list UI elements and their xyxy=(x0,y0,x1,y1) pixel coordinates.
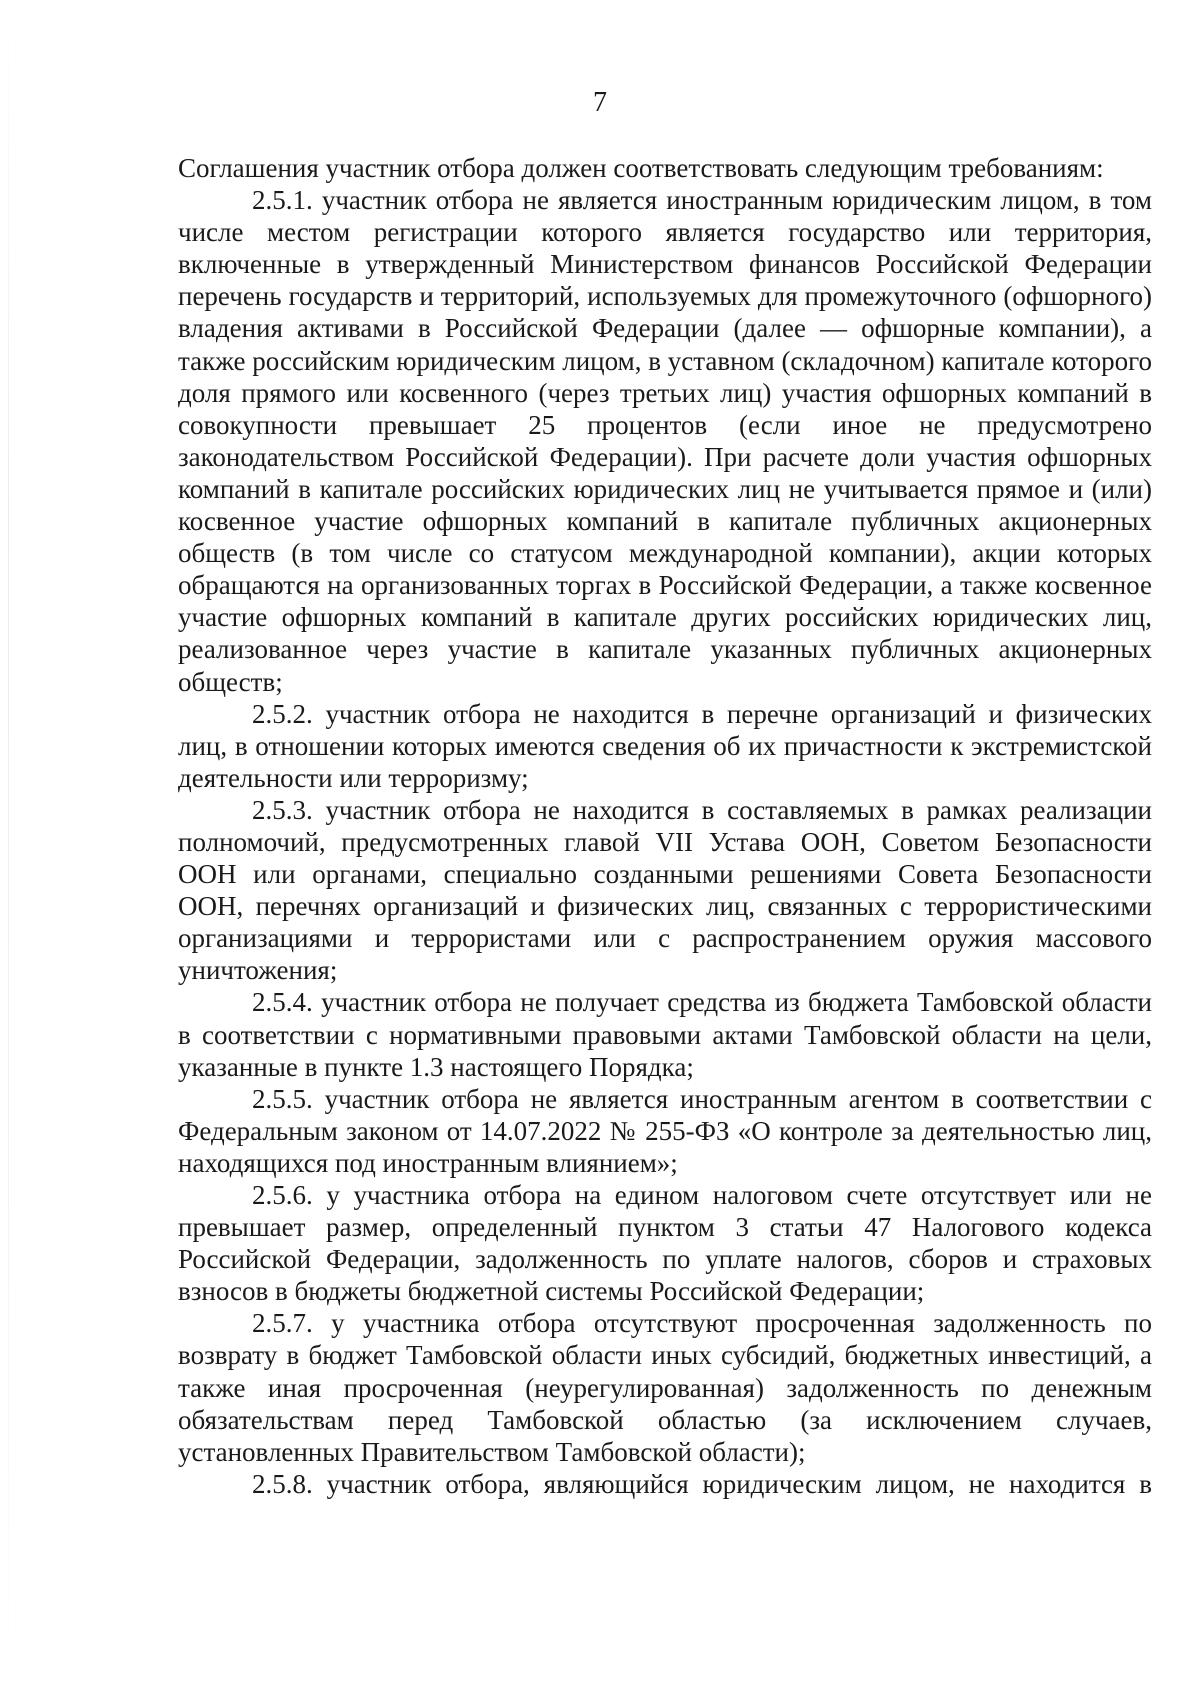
paragraph-2-5-5: 2.5.5. участник отбора не является иностранным агентом в соответствии с Федеральным законом от 14.07.2022 № 255-ФЗ «О контроле за деятельностью лиц, находящихся под иностранным влиянием»; xyxy=(178,1083,1152,1178)
paragraph-intro: Соглашения участник отбора должен соответствовать следующим требованиям: xyxy=(178,153,1104,183)
paragraph-2-5-8: 2.5.8. участник отбора, являющийся юридическим лицом, не находится в xyxy=(252,1468,1152,1499)
page-number: 7 xyxy=(593,87,607,118)
paragraph-2-5-2: 2.5.2. участник отбора не находится в перечне организаций и физических лиц, в отношении которых имеются сведения об их причастности к экстремистской деятельности или терроризму; xyxy=(178,698,1152,793)
paragraph-2-5-6: 2.5.6. у участника отбора на едином налоговом счете отсутствует или не превышает размер, определенный пунктом 3 статьи 47 Налогового кодекса Российской Федерации, задолженность по уплате налогов, сборов и страховых взносов в бюджеты бюджетной системы Российской Федерации; xyxy=(178,1180,1152,1307)
paragraph-2-5-4: 2.5.4. участник отбора не получает средства из бюджета Тамбовской области в соответствии с нормативными правовыми актами Тамбовской области на цели, указанные в пункте 1.3 настоящего Порядка; xyxy=(178,987,1152,1082)
document-body xyxy=(178,152,1152,1500)
paragraph-2-5-7: 2.5.7. у участника отбора отсутствуют просроченная задолженность по возврату в бюджет Тамбовской области иных субсидий, бюджетных инвестиций, а также иная просроченная (неурегулированная) задолженность по денежным обязательствам перед Тамбовской областью (за исключением случаев, установленных Правительством Тамбовской области); xyxy=(178,1308,1152,1467)
paragraph-2-5-1: 2.5.1. участник отбора не является иностранным юридическим лицом, в том числе местом регистрации которого является государство или территория, включенные в утвержденный Министерством финансов Российской Федерации перечень государств и территорий, используемых для промежуточного (офшорного) владения активами в Российской Федерации (далее — офшорные компании), а также российским юридическим лицом, в уставном (складочном) капитале которого доля прямого или косвенного (через третьих лиц) участия офшорных компаний в совокупности превышает 25 процентов (если иное не предусмотрено законодательством Российской Федерации). При расчете доли участия офшорных компаний в капитале российских юридических лиц не учитывается прямое и (или) косвенное участие офшорных компаний в капитале публичных акционерных обществ (в том числе со статусом международной компании), акции которых обращаются на организованных торгах в Российской Федерации, а также косвенное участие офшорных компаний в капитале других российских юридических лиц, реализованное через участие в капитале указанных публичных акционерных обществ; xyxy=(178,185,1152,697)
scan-edge-shadow xyxy=(8,0,9,1697)
paragraph-2-5-3: 2.5.3. участник отбора не находится в составляемых в рамках реализации полномочий, предусмотренных главой VII Устава ООН, Советом Безопасности ООН или органами, специально созданными решениями Совета Безопасности ООН, перечнях организаций и физических лиц, связанных с террористическими организациями и террористами или с распространением оружия массового уничтожения; xyxy=(178,794,1152,986)
